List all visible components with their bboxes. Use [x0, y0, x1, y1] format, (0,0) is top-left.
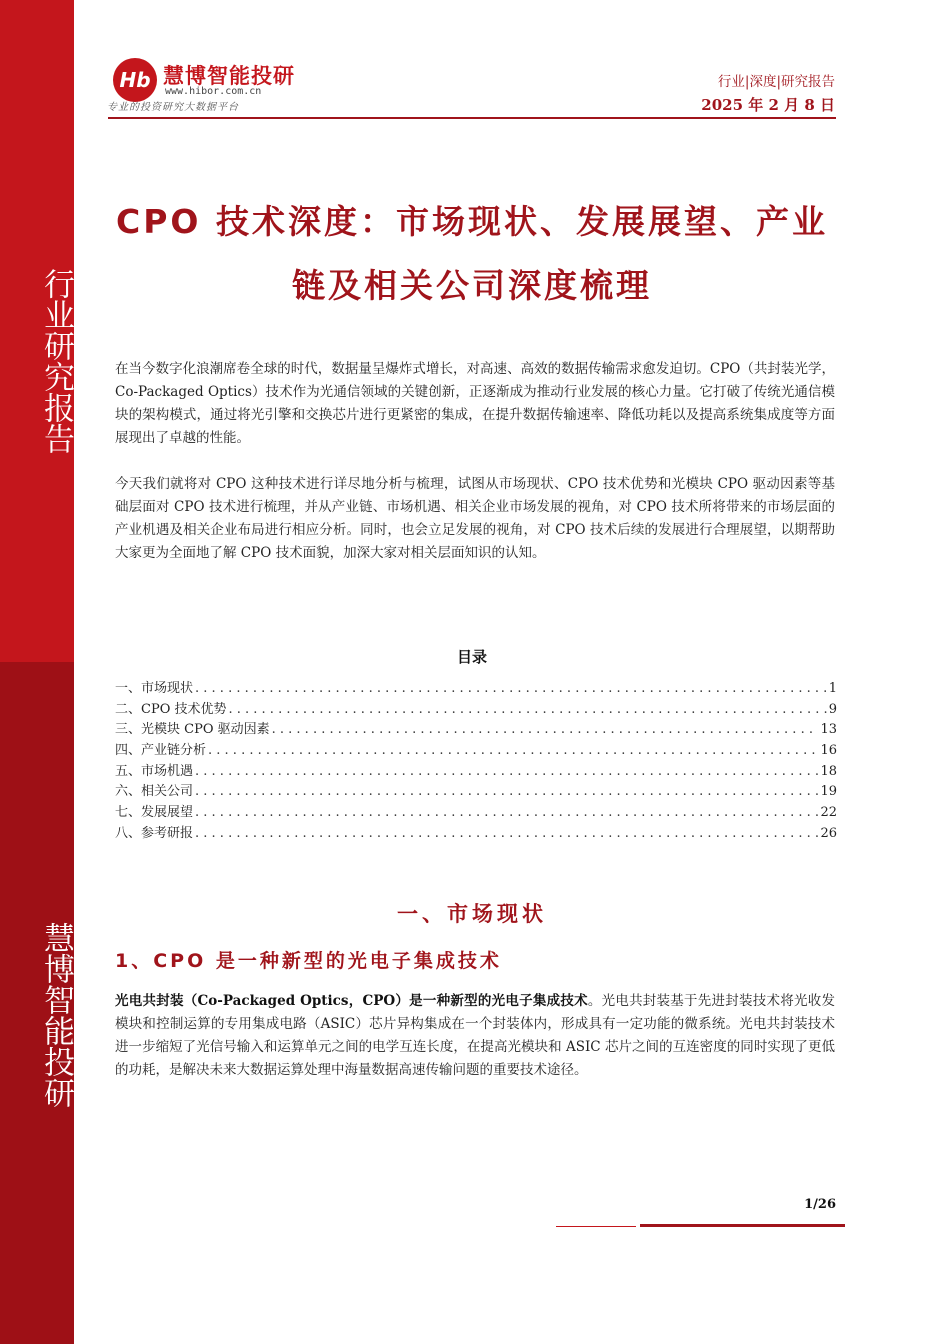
toc-item[interactable] — [115, 822, 837, 843]
toc-item[interactable] — [115, 677, 837, 698]
toc-item[interactable] — [115, 801, 837, 822]
toc-item-label: 二、CPO 技术优势 — [115, 701, 227, 717]
section-paragraph — [115, 990, 835, 1082]
footer-divider-thick — [640, 1224, 845, 1227]
toc-item[interactable] — [115, 698, 837, 719]
intro-paragraph-2: 今天我们就将对 CPO 这种技术进行详尽地分析与梳理，试图从市场现状、CPO 技术优势和光模块 CPO 驱动因素等基础层面对 CPO 技术进行梳理，并从产业链、市场机遇、相关企业市场发展的视角，对 CPO 技术所将带来的市场层面的产业机遇及相关企业布局进行相应分析。同时，也会立足发展的视角，对 CPO 技术后续的发展进行合理展望，以期帮助大家更为全面地了解 CPO 技术面貌，加深大家对相关层面知识的认知。 — [115, 476, 835, 561]
report-category: 行业|深度|研究报告 — [717, 74, 835, 90]
toc-item-label: 八、参考研报 — [115, 825, 194, 841]
toc-item[interactable] — [115, 760, 837, 781]
side-label-brand: 慧博智能投研 — [38, 922, 74, 1108]
report-date: 2025 年 2 月 8 日 — [701, 96, 835, 114]
toc-item-label: 六、相关公司 — [115, 784, 194, 800]
toc-item-page: 13 — [820, 722, 837, 738]
page-title — [108, 190, 836, 318]
toc-item-page: 1 — [828, 681, 837, 696]
header-meta — [701, 70, 835, 115]
intro-paragraph-1: 在当今数字化浪潮席卷全球的时代，数据量呈爆炸式增长，对高速、高效的数据传输需求愈发迫切。CPO（共封装光学，Co-Packaged Optics）技术作为光通信领域的关键创新，正逐渐成为推动行业发展的核心力量。它打破了传统光通信模块的架构模式，通过将光引擎和交换芯片进行更紧密的集成，在提升数据传输速率、降低功耗以及提高系统集成度等方面展现出了卓越的性能。 — [115, 361, 835, 446]
logo-name: 慧博智能投研 — [163, 64, 295, 88]
toc-item[interactable] — [115, 780, 837, 801]
toc-title: 目录 — [456, 648, 487, 666]
subsection-heading: 1、CPO 是一种新型的光电子集成技术 — [115, 950, 502, 972]
toc-item-page: 22 — [820, 805, 837, 821]
side-band — [0, 0, 74, 1344]
title-line-1: CPO 技术深度：市场现状、发展展望、产业 — [116, 202, 828, 241]
section-paragraph-body: 。光电共封装基于先进封装技术将光收发模块和控制运算的专用集成电路（ASIC）芯片异构集成在一个封装体内，形成具有一定功能的微系统。光电共封装技术进一步缩短了光信号输入和运算单元之间的电学互连长度，在提高光模块和 ASIC 芯片之间的互连密度的同时实现了更低的功耗，是解决未来大数据运算处理中海量数据高速传输问题的重要技术途径。 — [115, 993, 836, 1078]
title-line-2: 链及相关公司深度梳理 — [292, 266, 652, 305]
toc-item-page: 26 — [820, 825, 837, 841]
logo[interactable] — [107, 58, 373, 114]
toc-item-label: 一、市场现状 — [115, 681, 194, 696]
logo-slogan: 专业的投资研究大数据平台 — [107, 102, 239, 113]
section-heading: 一、市场现状 — [397, 902, 547, 926]
footer-divider-thin — [556, 1226, 636, 1227]
logo-url: www.hibor.com.cn — [165, 86, 262, 97]
logo-mark-icon: Hb — [113, 58, 157, 102]
toc-item-label: 四、产业链分析 — [115, 743, 207, 759]
page-number: 1/26 — [804, 1197, 836, 1212]
toc-item[interactable] — [115, 718, 837, 739]
header-divider — [108, 117, 836, 119]
toc-item-label: 五、市场机遇 — [115, 763, 194, 779]
toc-item-label: 七、发展展望 — [115, 805, 194, 821]
table-of-contents — [115, 677, 837, 843]
toc-item[interactable] — [115, 739, 837, 760]
toc-item-page: 19 — [820, 784, 837, 800]
toc-item-page: 9 — [828, 701, 837, 717]
toc-item-page: 16 — [820, 743, 837, 759]
side-label-report-type: 行业研究报告 — [38, 268, 74, 454]
toc-item-page: 18 — [820, 763, 837, 779]
section-paragraph-lead: 光电共封装（Co-Packaged Optics，CPO）是一种新型的光电子集成技术 — [115, 993, 588, 1009]
toc-item-label: 三、光模块 CPO 驱动因素 — [115, 722, 270, 738]
